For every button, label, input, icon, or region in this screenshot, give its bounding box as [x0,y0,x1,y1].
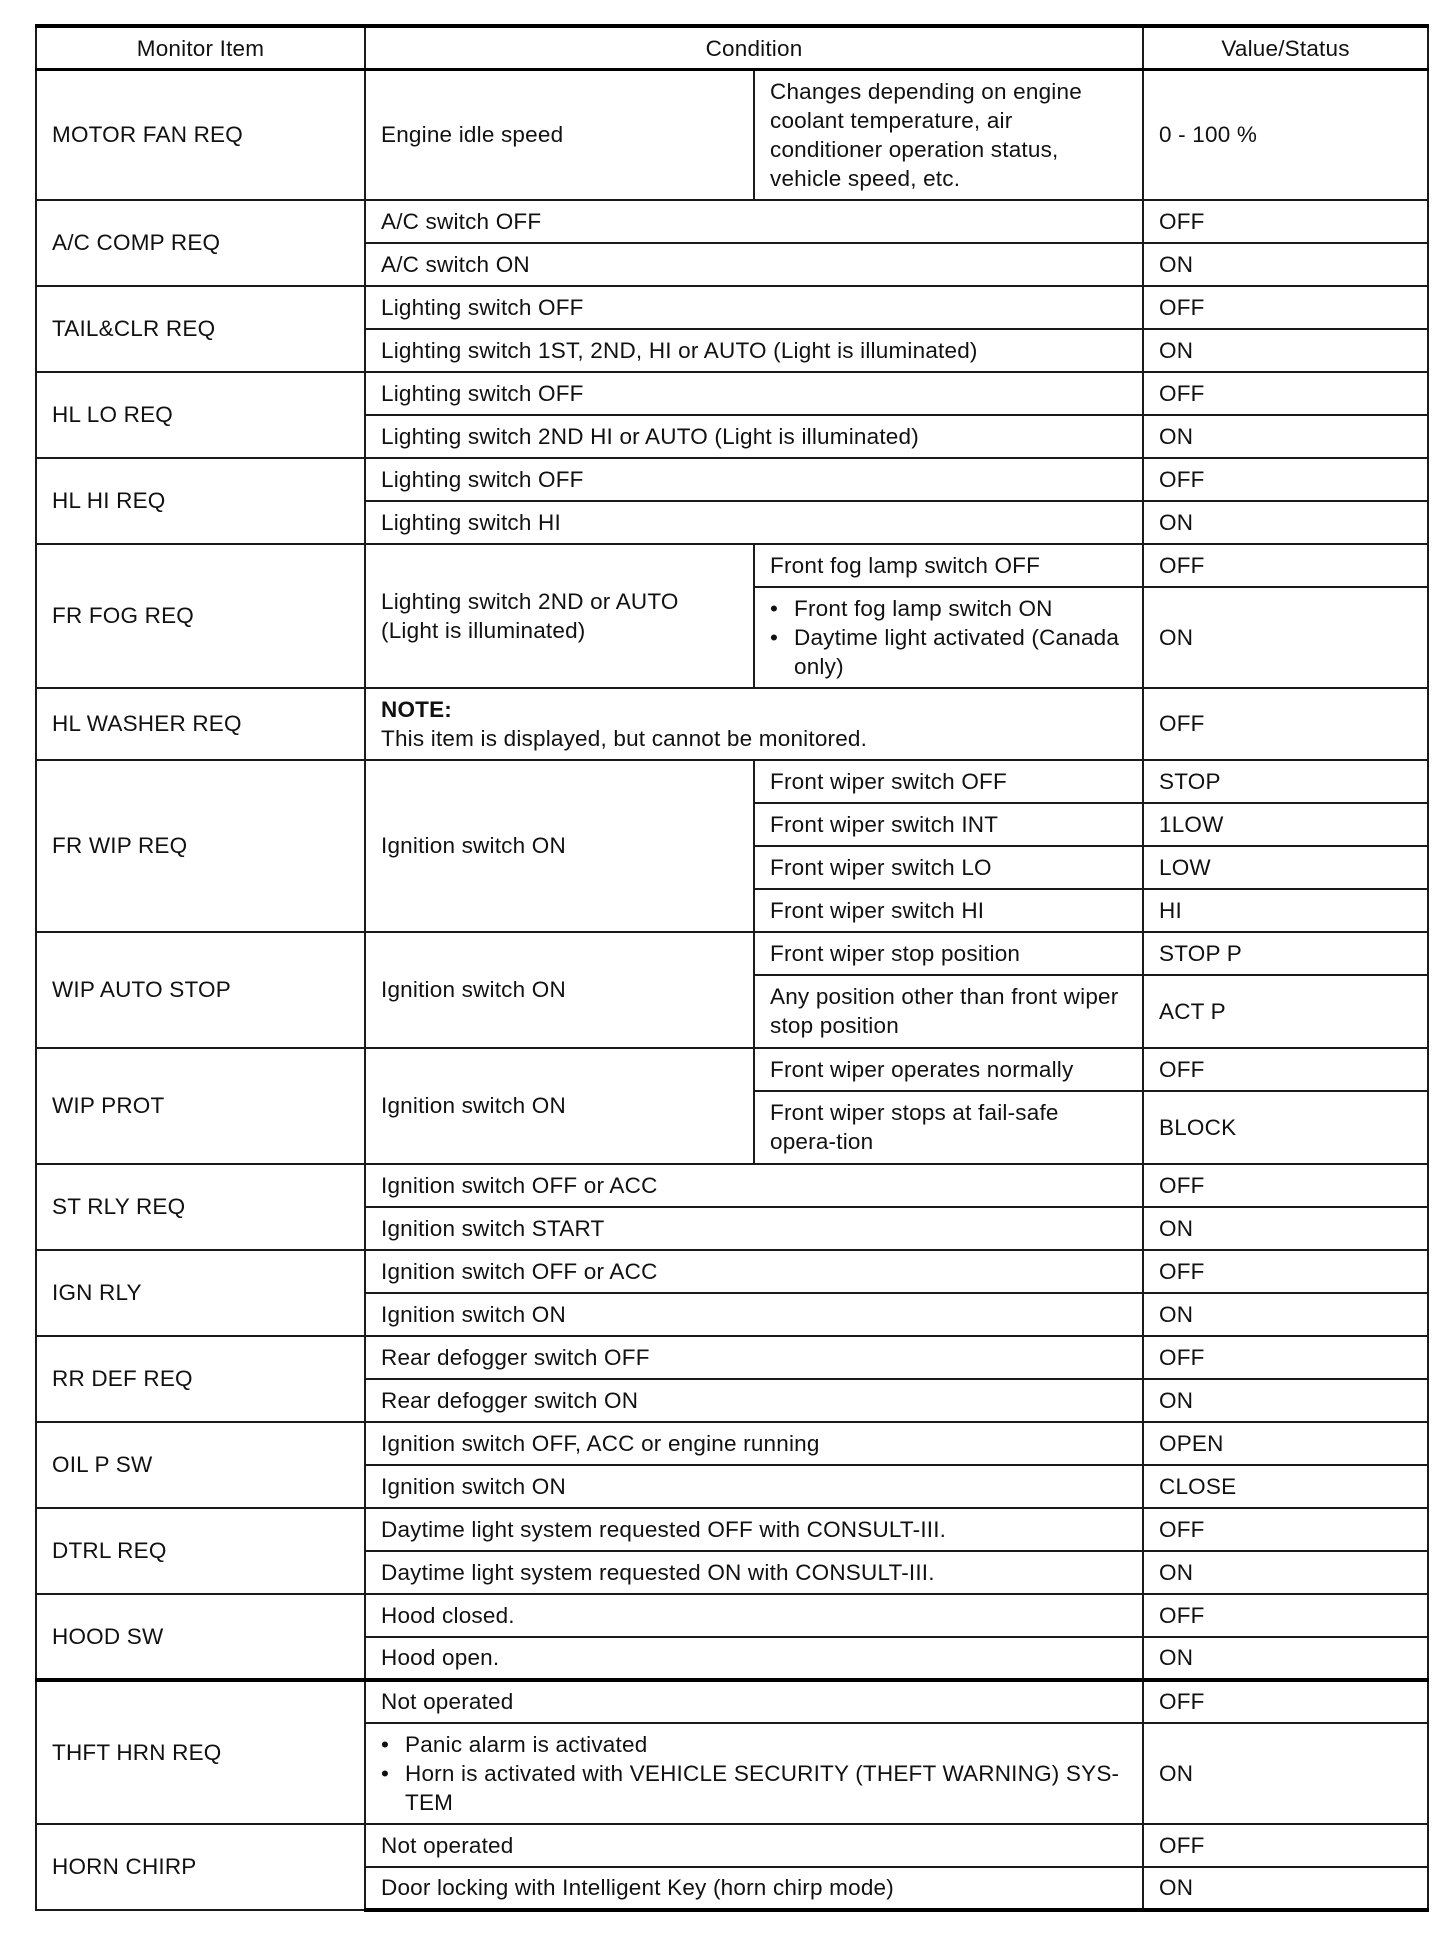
bullet-item: • Horn is activated with VEHICLE SECURITY (THEFT WARNING) SYS-TEM [381,1759,1128,1817]
monitor-item-name: WIP AUTO STOP [36,932,365,1048]
monitor-item-name: HL LO REQ [36,372,365,458]
table-row [36,688,1428,760]
table-header-row [36,26,1428,70]
value-cell: OFF [1143,544,1428,587]
header-value-status: Value/Status [1143,26,1428,70]
value-cell: ON [1143,1207,1428,1250]
table-row [36,1594,1428,1637]
condition-cell: Ignition switch ON [365,932,754,1048]
value-cell: ON [1143,587,1428,688]
value-cell: OFF [1143,1680,1428,1723]
table-row [36,1048,1428,1091]
monitor-item-name: HL HI REQ [36,458,365,544]
sub-condition-cell: Front wiper switch HI [754,889,1143,932]
table-row [36,1336,1428,1379]
value-cell: OFF [1143,1048,1428,1091]
condition-cell: Lighting switch 1ST, 2ND, HI or AUTO (Light is illuminated) [365,329,1143,372]
monitor-item-name: HOOD SW [36,1594,365,1680]
monitor-item-name: TAIL&CLR REQ [36,286,365,372]
value-cell: OFF [1143,1824,1428,1867]
table-row [36,1164,1428,1207]
condition-cell: Lighting switch OFF [365,372,1143,415]
table-row [36,1422,1428,1465]
value-cell: STOP P [1143,932,1428,975]
bullet-item: • Front fog lamp switch ON [770,594,1128,623]
condition-cell: Ignition switch OFF, ACC or engine running [365,1422,1143,1465]
condition-cell: A/C switch OFF [365,200,1143,243]
value-cell: HI [1143,889,1428,932]
value-cell: ON [1143,415,1428,458]
sub-condition-cell: Front wiper switch OFF [754,760,1143,803]
bullet-item: • Panic alarm is activated [381,1730,1128,1759]
value-cell: 1LOW [1143,803,1428,846]
sub-condition-cell: Front wiper switch INT [754,803,1143,846]
value-cell: ON [1143,329,1428,372]
condition-cell: Hood open. [365,1637,1143,1680]
value-cell: OFF [1143,1250,1428,1293]
condition-cell: Door locking with Intelligent Key (horn chirp mode) [365,1867,1143,1910]
monitor-item-name: HORN CHIRP [36,1824,365,1910]
condition-cell: Lighting switch 2ND or AUTO (Light is illuminated) [365,544,754,688]
sub-condition-cell: Any position other than front wiper stop position [754,975,1143,1048]
monitor-item-name: HL WASHER REQ [36,688,365,760]
sub-condition-cell: Front wiper stops at fail-safe opera-tion [754,1091,1143,1164]
monitor-item-name: WIP PROT [36,1048,365,1164]
condition-cell: A/C switch ON [365,243,1143,286]
monitor-item-name: FR FOG REQ [36,544,365,688]
table-row [36,1824,1428,1867]
value-cell: OFF [1143,1336,1428,1379]
value-cell: ACT P [1143,975,1428,1048]
condition-cell: Ignition switch START [365,1207,1143,1250]
sub-condition-cell: Front fog lamp switch OFF [754,544,1143,587]
condition-cell: Ignition switch ON [365,1048,754,1164]
condition-cell: Lighting switch OFF [365,458,1143,501]
table-row [36,1250,1428,1293]
value-cell: STOP [1143,760,1428,803]
condition-cell: Engine idle speed [365,70,754,200]
condition-cell: Rear defogger switch ON [365,1379,1143,1422]
condition-cell: Ignition switch ON [365,760,754,932]
note-label: NOTE: [381,696,452,722]
value-cell: OFF [1143,1508,1428,1551]
sub-condition-cell: Front wiper operates normally [754,1048,1143,1091]
note-cell [365,688,1143,760]
value-cell: CLOSE [1143,1465,1428,1508]
value-cell: BLOCK [1143,1091,1428,1164]
monitor-item-name: A/C COMP REQ [36,200,365,286]
monitor-item-name: OIL P SW [36,1422,365,1508]
value-cell: OFF [1143,200,1428,243]
condition-cell: Daytime light system requested OFF with CONSULT-III. [365,1508,1143,1551]
table-row [36,70,1428,200]
bullet-item: • Daytime light activated (Canada only) [770,623,1128,681]
value-cell: ON [1143,1867,1428,1910]
condition-cell: Not operated [365,1680,1143,1723]
header-condition: Condition [365,26,1143,70]
value-cell: ON [1143,1723,1428,1824]
table-row [36,544,1428,587]
table-row [36,1508,1428,1551]
header-monitor-item: Monitor Item [36,26,365,70]
condition-cell: Ignition switch ON [365,1465,1143,1508]
value-cell: OFF [1143,688,1428,760]
monitor-item-name: ST RLY REQ [36,1164,365,1250]
note-text: This item is displayed, but cannot be monitored. [381,725,868,751]
monitor-item-name: MOTOR FAN REQ [36,70,365,200]
monitor-item-name: RR DEF REQ [36,1336,365,1422]
condition-cell: Ignition switch OFF or ACC [365,1164,1143,1207]
table-row [36,372,1428,415]
sub-condition-cell: Front wiper switch LO [754,846,1143,889]
monitor-item-name: THFT HRN REQ [36,1680,365,1824]
sub-condition-cell: Changes depending on engine coolant temperature, air conditioner operation status, vehicle speed, etc. [754,70,1143,200]
value-cell: OFF [1143,1594,1428,1637]
condition-cell: Rear defogger switch OFF [365,1336,1143,1379]
value-cell: OFF [1143,1164,1428,1207]
monitor-item-name: DTRL REQ [36,1508,365,1594]
condition-cell: Not operated [365,1824,1143,1867]
condition-cell: Hood closed. [365,1594,1143,1637]
value-cell: OPEN [1143,1422,1428,1465]
value-cell: ON [1143,1637,1428,1680]
condition-cell: Ignition switch OFF or ACC [365,1250,1143,1293]
monitor-item-name: FR WIP REQ [36,760,365,932]
value-cell: ON [1143,1551,1428,1594]
value-cell: OFF [1143,286,1428,329]
table-row [36,1680,1428,1723]
condition-cell: Lighting switch OFF [365,286,1143,329]
table-row [36,760,1428,803]
condition-cell: Lighting switch 2ND HI or AUTO (Light is illuminated) [365,415,1143,458]
sub-condition-cell [754,587,1143,688]
monitor-item-name: IGN RLY [36,1250,365,1336]
condition-cell [365,1723,1143,1824]
monitor-item-table [35,24,1429,1912]
value-cell: ON [1143,1293,1428,1336]
table-row [36,932,1428,975]
condition-cell: Lighting switch HI [365,501,1143,544]
value-cell: OFF [1143,372,1428,415]
value-cell: ON [1143,243,1428,286]
table-row [36,200,1428,243]
value-cell: ON [1143,1379,1428,1422]
table-row [36,458,1428,501]
value-cell: ON [1143,501,1428,544]
table-row [36,286,1428,329]
value-cell: 0 - 100 % [1143,70,1428,200]
monitor-item-page [35,24,1427,1912]
condition-cell: Daytime light system requested ON with CONSULT-III. [365,1551,1143,1594]
value-cell: OFF [1143,458,1428,501]
sub-condition-cell: Front wiper stop position [754,932,1143,975]
value-cell: LOW [1143,846,1428,889]
condition-cell: Ignition switch ON [365,1293,1143,1336]
